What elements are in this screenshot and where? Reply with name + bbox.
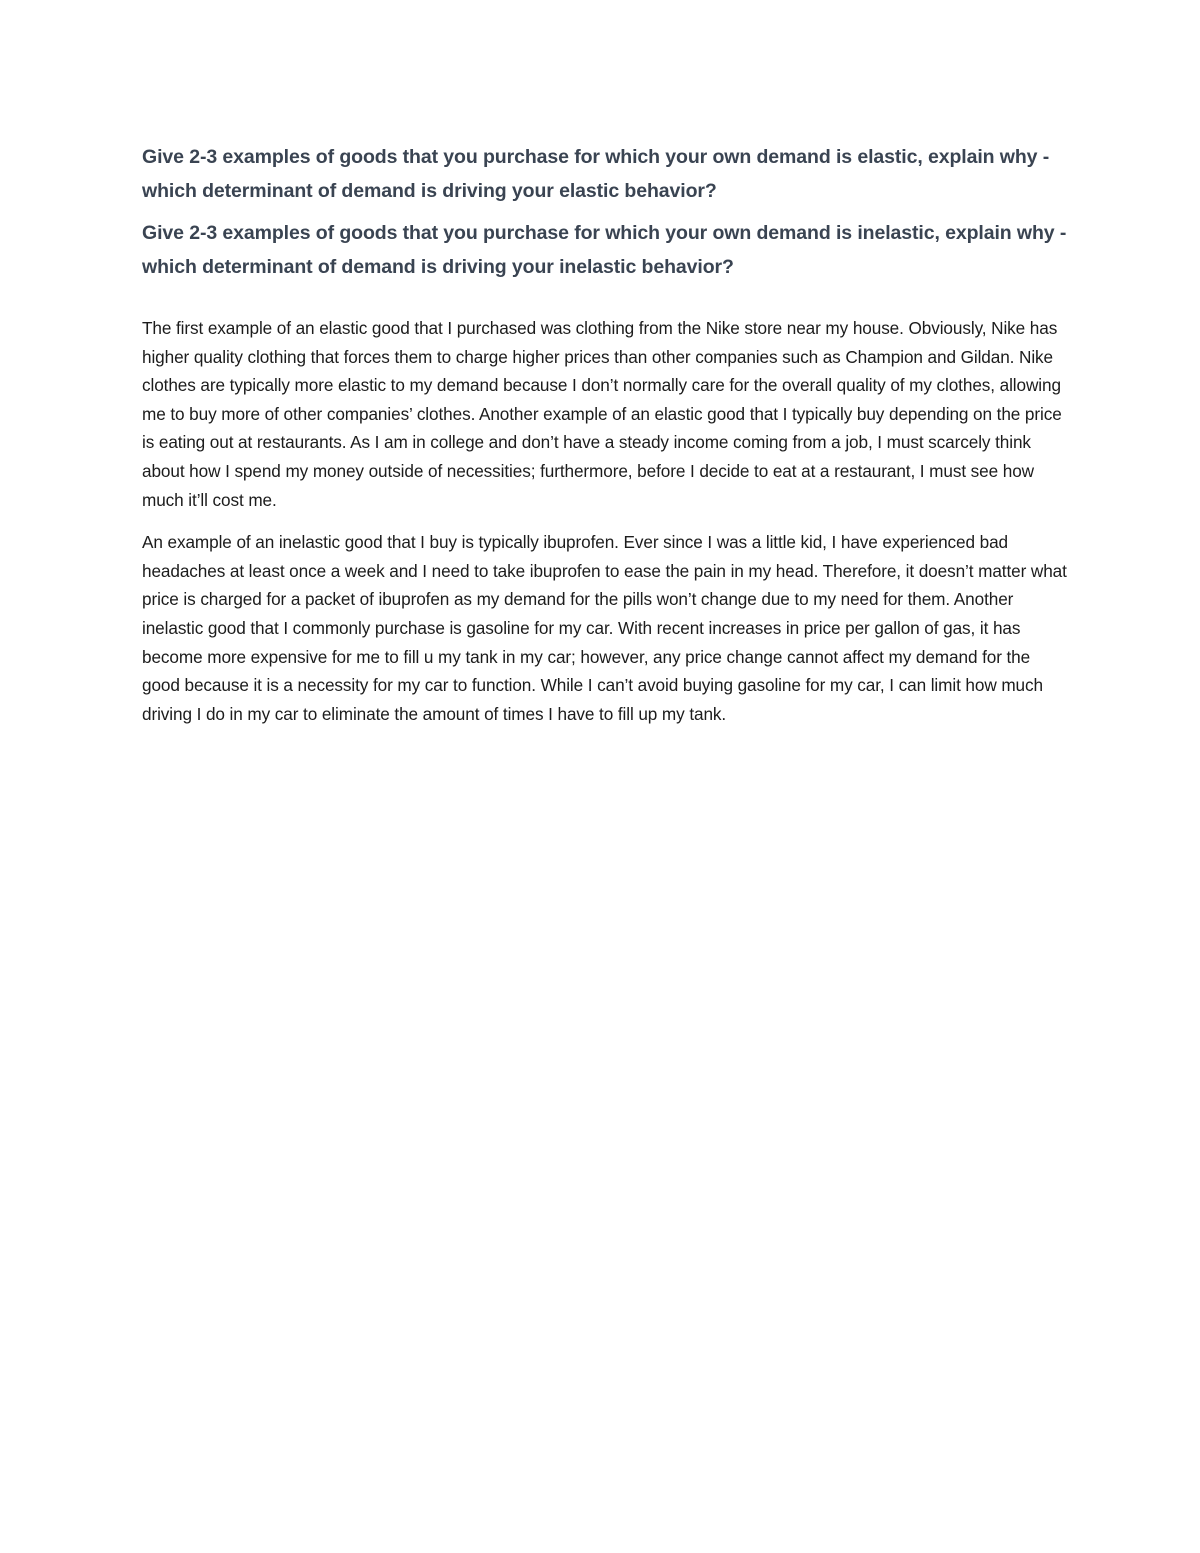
answer-paragraph-inelastic: An example of an inelastic good that I buy is typically ibuprofen. Ever since I was a little kid, I have experienced bad headaches at least once a week and I need to take ibuprofen to ease the pain in my head. Therefore, it doesn’t matter what price is charged for a packet of ibuprofen as my demand for the pills won’t change due to my need for them. Another inelastic good that I commonly purchase is gasoline for my car. With recent increases in price per gallon of gas, it has become more expensive for me to fill u my tank in my car; however, any price change cannot affect my demand for the good because it is a necessity for my car to function. While I can’t avoid buying gasoline for my car, I can limit how much driving I do in my car to eliminate the amount of times I have to fill up my tank. xyxy=(142,532,1067,724)
document-content xyxy=(142,140,1067,742)
question-inelastic: Give 2-3 examples of goods that you purchase for which your own demand is inelastic, explain why - which determinant of demand is driving your inelastic behavior? xyxy=(142,222,1067,278)
question-elastic: Give 2-3 examples of goods that you purchase for which your own demand is elastic, explain why - which determinant of demand is driving your elastic behavior? xyxy=(142,146,1050,202)
answer-paragraph-elastic: The first example of an elastic good that I purchased was clothing from the Nike store near my house. Obviously, Nike has higher quality clothing that forces them to charge higher prices than other companies such as Champion and Gildan. Nike clothes are typically more elastic to my demand because I don’t normally care for the overall quality of my clothes, allowing me to buy more of other companies’ clothes. Another example of an elastic good that I typically buy depending on the price is eating out at restaurants. As I am in college and don’t have a steady income coming from a job, I must scarcely think about how I spend my money outside of necessities; furthermore, before I decide to eat at a restaurant, I must see how much it’ll cost me. xyxy=(142,318,1062,510)
answer-section xyxy=(142,314,1067,728)
